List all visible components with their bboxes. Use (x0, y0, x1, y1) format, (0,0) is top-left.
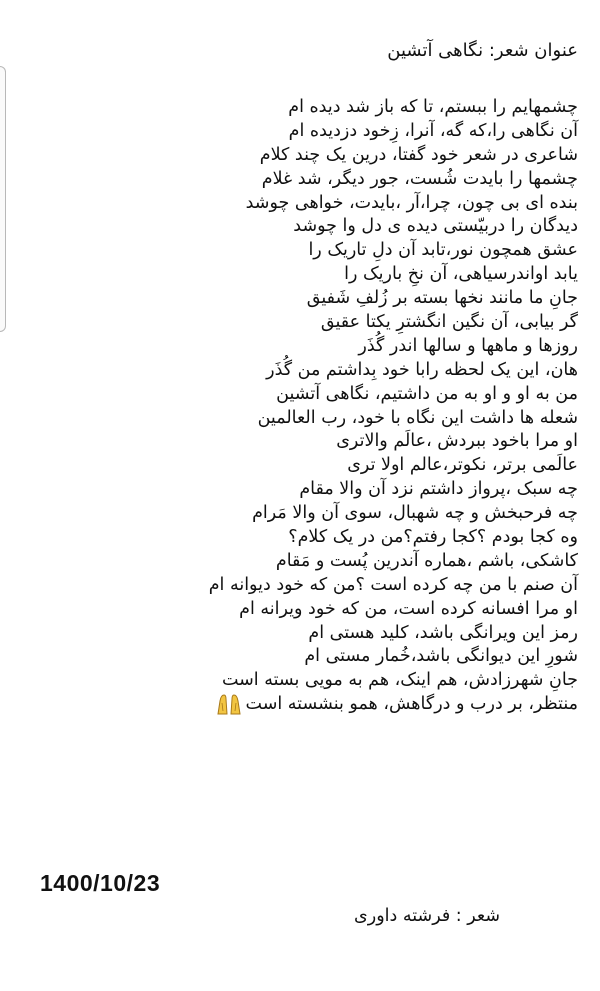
edge-panel-handle[interactable] (0, 66, 6, 332)
verse-line: دیدگان را دربیّستی دیده ی دل وا چوشد (293, 216, 578, 237)
verse-line: شورِ این دیوانگی باشد،خُمار مستی ام (304, 646, 578, 667)
verse-last-text: منتظر، بر درب و درگاهش، همو بنشسته است (245, 694, 578, 715)
verse-line: آن نگاهی را،که گه، آنرا، زِخود دزدیده ام (288, 120, 578, 141)
poem (38, 36, 578, 717)
verse-line: چشمها را بایدت شُست، جور دیگر، شد غلام (261, 168, 578, 189)
praying-hands-icon (214, 693, 244, 715)
verse-line: روزها و ماهها و سالها اندر گُذَر (358, 335, 578, 356)
verse-line: شاعری در شعر خود گفتا، درین یک چند کلام (259, 144, 578, 165)
verse-line: چشمهایم را ببستم، تا که باز شد دیده ام (288, 97, 578, 117)
verse-line: شعله ها داشت این نگاه با خود، رب العالمین (257, 407, 578, 428)
poem-author: شعر : فرشته داوری (354, 906, 500, 926)
verse-line: چه فرحبخش و چه شهبال، سوی آن والا مَرام (252, 503, 578, 524)
verse-line: عالَمی برتر، نکوتر،عالم اولا تری (347, 455, 578, 476)
verse-line: کاشکی، باشم ،هماره آندرین پُست و مَقام (275, 550, 578, 571)
verse-line-last (38, 693, 578, 717)
verse-line: من به او و او به من داشتیم، نگاهی آتشین (276, 383, 578, 404)
verse-line: جانِ شهرزادش، هم اینک، هم به مویی بسته است (221, 670, 578, 691)
poem-title: عنوان شعر: نگاهی آتشین (387, 40, 578, 61)
verse-line: گر بیابی، آن نگین انگشترِ یکتا عقیق (320, 312, 578, 333)
verse-line: رمز این ویرانگی باشد، کلید هستی ام (308, 622, 578, 643)
verse-line: بنده ای بی چون، چرا،آر ،بایدت، خواهی چوشد (245, 192, 578, 213)
verse-line: وه کجا بودم ؟کجا رفتم؟من در یک کلام؟ (288, 527, 578, 548)
verse-line: آن صنم با من چه کرده است ؟من که خود دیوانه ام (208, 574, 578, 595)
verse-line: یابد اواندرسیاهی، آن نخِ باریک را (344, 264, 578, 285)
verse-line: هان، این یک لحظه رابا خود بِداشتم من گُذَر (266, 359, 578, 380)
verse-line: عشق همچون نور،تابد آن دلِ تاریک را (308, 240, 578, 261)
poem-date: 1400/10/23 (40, 870, 161, 896)
verse-line: او مرا افسانه کرده است، من که خود ویرانه ام (239, 598, 578, 619)
verse-line: چه سبک ،پرواز داشتم نزد آن والا مقام (299, 479, 578, 500)
poem-verses (38, 96, 578, 717)
verse-line: او مرا باخود ببردش ،عالَم والاتری (336, 431, 578, 452)
verse-line: جانِ ما مانند نخها بسته بر زُلفِ شَفیق (306, 288, 578, 309)
